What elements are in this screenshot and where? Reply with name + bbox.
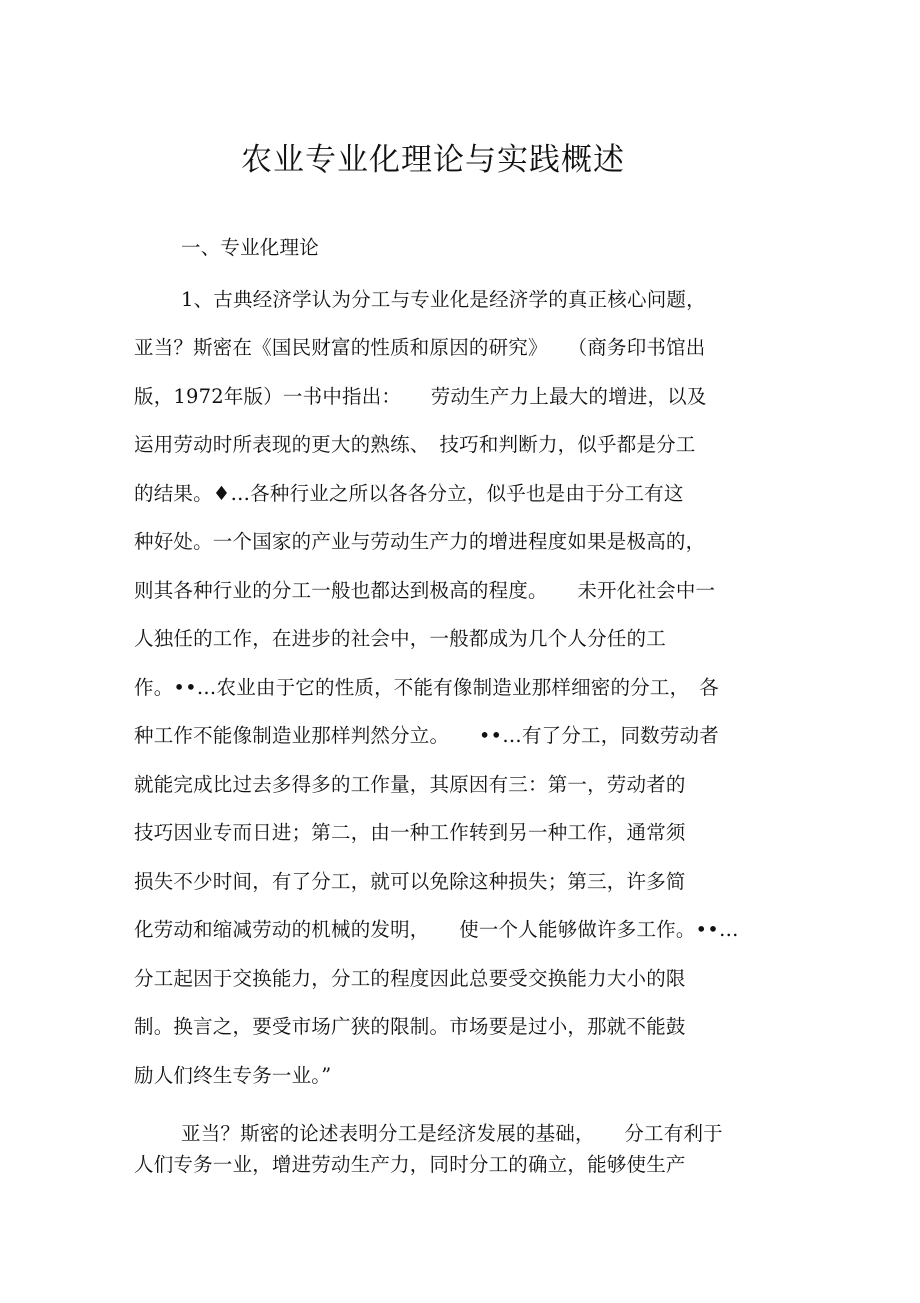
document-title: 农业专业化理论与实践概述 (241, 142, 625, 178)
paragraph-line: 则其各种行业的分工一般也都达到极高的程度。 未开化社会中一 (134, 579, 716, 602)
paragraph-line: 就能完成比过去多得多的工作量，其原因有三：第一，劳动者的 (134, 773, 686, 796)
paragraph-line: 技巧因业专而日进；第二，由一种工作转到另一种工作，通常须 (134, 821, 686, 844)
paragraph-line: 运用劳动时所表现的更大的熟练、 技巧和判断力，似乎都是分工 (134, 433, 696, 456)
paragraph-line: 亚当？斯密的论述表明分工是经济发展的基础， 分工有利于 (181, 1122, 723, 1145)
paragraph-line: 损失不少时间，有了分工，就可以免除这种损失；第三，许多简 (134, 870, 686, 893)
paragraph-line: 分工起因于交换能力，分工的程度因此总要受交换能力大小的限 (134, 967, 686, 990)
paragraph-line: 种好处。一个国家的产业与劳动生产力的增进程度如果是极高的， (134, 530, 706, 553)
paragraph-line: 人们专务一业，增进劳动生产力，同时分工的确立，能够使生产 (134, 1153, 686, 1176)
section-heading: 一、专业化理论 (181, 236, 319, 259)
paragraph-line: 人独任的工作，在进步的社会中，一般都成为几个人分任的工 (134, 627, 666, 650)
paragraph-line: 化劳动和缩减劳动的机械的发明， 使一个人能够做许多工作。••… (134, 918, 739, 941)
paragraph-line: 1、古典经济学认为分工与专业化是经济学的真正核心问题， (181, 288, 706, 311)
paragraph-line: 作。••…农业由于它的性质，不能有像制造业那样细密的分工， 各 (134, 676, 719, 699)
paragraph-line: 亚当？斯密在《国民财富的性质和原因的研究》 （商务印书馆出 (134, 336, 706, 359)
paragraph-line: 的结果。♦…各种行业之所以各各分立，似乎也是由于分工有这 (134, 482, 684, 505)
paragraph-line: 励人们终生专务一业。” (134, 1064, 332, 1087)
paragraph-line: 版，1972年版）一书中指出： 劳动生产力上最大的增进，以及 (134, 385, 707, 408)
paragraph-line: 种工作不能像制造业那样判然分立。 ••…有了分工，同数劳动者 (134, 724, 719, 747)
paragraph-line: 制。换言之，要受市场广狭的限制。市场要是过小，那就不能鼓 (134, 1015, 686, 1038)
